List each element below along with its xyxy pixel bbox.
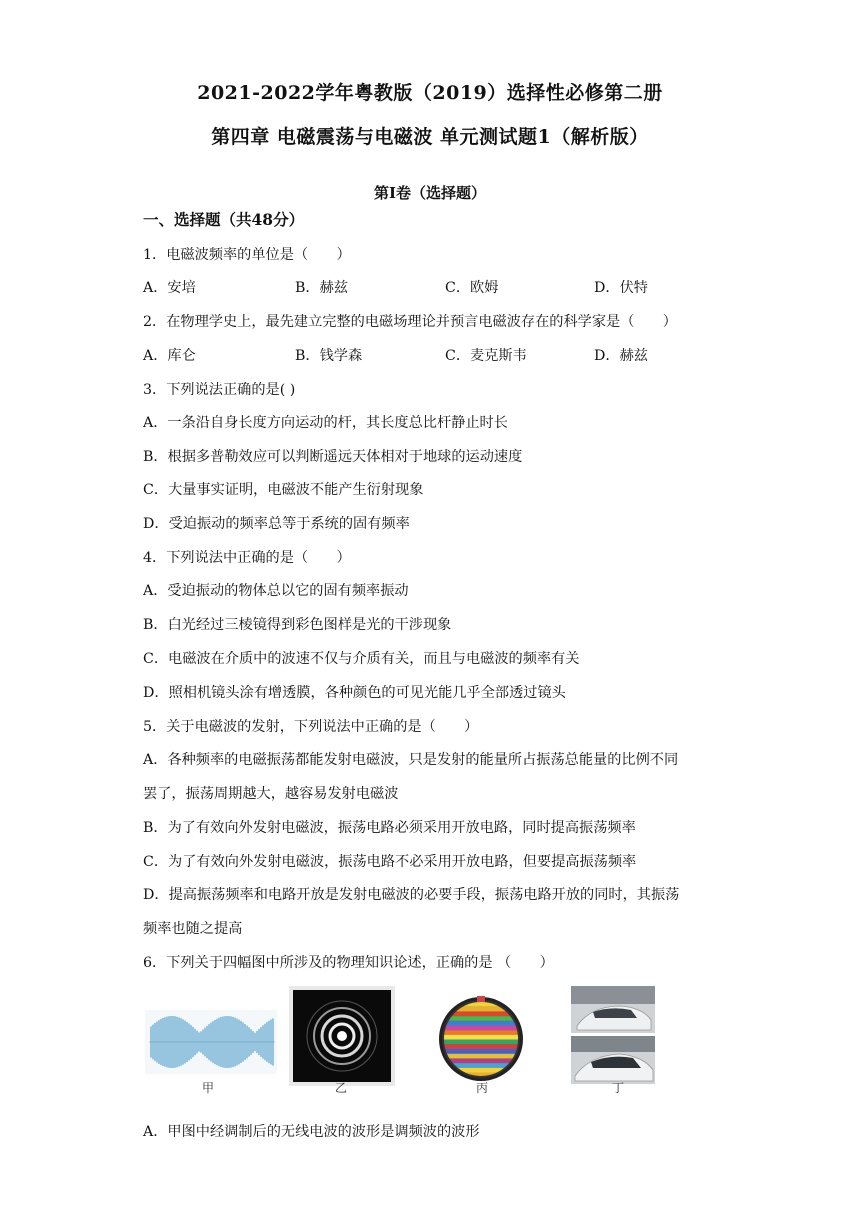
q3-option-d: D．受迫振动的频率总等于系统的固有频率 [143,516,410,532]
q5-option-c: C．为了有效向外发射电磁波，振荡电路不必采用开放电路，但要提高振荡频率 [143,854,637,870]
q6-stem: 6．下列关于四幅图中所涉及的物理知识论述，正确的是 （ ） [143,955,554,971]
q5-stem: 5．关于电磁波的发射，下列说法中正确的是（ ） [143,719,479,735]
q3-option-c: C．大量事实证明，电磁波不能产生衍射现象 [143,482,424,498]
q2-option-a: A．库仑 [143,348,196,364]
q3-option-b: B．根据多普勒效应可以判断遥远天体相对于地球的运动速度 [143,449,523,465]
q4-option-b: B．白光经过三棱镜得到彩色图样是光的干涉现象 [143,617,452,633]
title-line-1: 2021-2022学年粤教版（2019）选择性必修第二册 [197,82,663,104]
figure-jia-modulated-wave [145,1010,277,1074]
figure-ding-car-photos [571,986,655,1084]
q1-option-b: B．赫兹 [295,280,348,296]
q5-option-a-line1: A．各种频率的电磁振荡都能发射电磁波，只是发射的能量所占振荡总能量的比例不同 [143,752,679,768]
q3-option-a: A．一条沿自身长度方向运动的杆，其长度总比杆静止时长 [143,415,508,431]
part-heading: 一、选择题（共48分） [143,210,305,229]
q2-stem: 2．在物理学史上，最先建立完整的电磁场理论并预言电磁波存在的科学家是（ ） [143,314,677,330]
q5-option-d-line2: 频率也随之提高 [143,921,243,937]
q6-option-a: A．甲图中经调制后的无线电波的波形是调频波的波形 [143,1124,480,1140]
title-line-2: 第四章 电磁震荡与电磁波 单元测试题1（解析版） [211,126,649,148]
q2-option-d: D．赫兹 [594,348,648,364]
q4-option-a: A．受迫振动的物体总以它的固有频率振动 [143,583,409,599]
q1-stem: 1．电磁波频率的单位是（ ） [143,247,351,263]
caption-jia: 甲 [202,1081,215,1095]
q1-option-c: C．欧姆 [445,280,499,296]
q1-option-a: A．安培 [143,280,196,296]
q4-stem: 4．下列说法中正确的是（ ） [143,550,351,566]
q4-option-c: C．电磁波在介质中的波速不仅与介质有关，而且与电磁波的频率有关 [143,651,580,667]
q5-option-a-line2: 罢了，振荡周期越大，越容易发射电磁波 [143,786,399,802]
q2-option-b: B．钱学森 [295,348,363,364]
q3-stem: 3．下列说法正确的是( ) [143,382,296,398]
caption-ding: 丁 [612,1081,625,1095]
figure-bing-thin-film [436,996,526,1082]
q1-option-d: D．伏特 [594,280,648,296]
q2-option-c: C．麦克斯韦 [445,348,527,364]
section-title: 第Ⅰ卷（选择题） [373,184,487,202]
caption-yi: 乙 [335,1081,348,1095]
q5-option-b: B．为了有效向外发射电磁波，振荡电路必须采用开放电路，同时提高振荡频率 [143,820,636,836]
q4-option-d: D．照相机镜头涂有增透膜，各种颜色的可见光能几乎全部透过镜头 [143,685,566,701]
q5-option-d-line1: D．提高振荡频率和电路开放是发射电磁波的必要手段，振荡电路开放的同时，其振荡 [143,887,680,903]
figure-yi-diffraction-rings [289,986,395,1086]
caption-bing: 丙 [476,1081,489,1095]
